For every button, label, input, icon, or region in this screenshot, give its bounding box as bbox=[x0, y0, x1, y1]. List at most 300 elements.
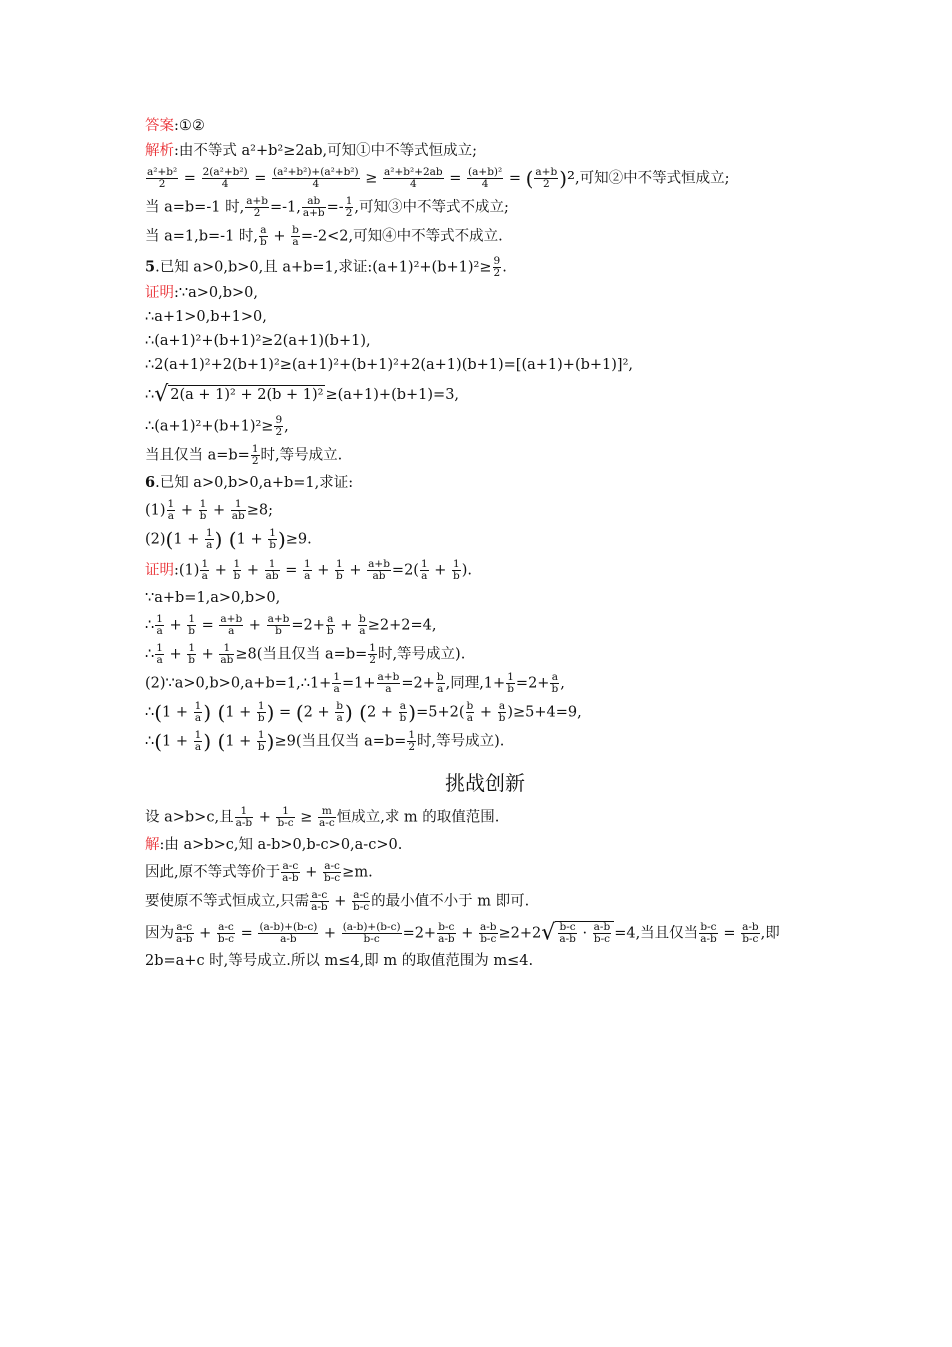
problem-number: 6 bbox=[145, 474, 156, 491]
proof-5-line-5 bbox=[145, 382, 825, 407]
operator: + bbox=[319, 925, 341, 942]
numerator: 1 bbox=[276, 806, 294, 818]
numerator: 1 bbox=[369, 642, 376, 654]
paren: ) bbox=[203, 729, 212, 754]
numerator: a-b bbox=[593, 921, 611, 933]
denominator: 2 bbox=[158, 178, 166, 190]
fraction bbox=[452, 559, 461, 582]
fraction bbox=[175, 922, 194, 945]
text: ≥2+2 bbox=[498, 925, 542, 942]
denominator: a bbox=[336, 712, 343, 724]
denominator: 4 bbox=[481, 178, 489, 190]
solution-line-4 bbox=[145, 921, 825, 945]
fraction bbox=[550, 672, 559, 695]
numerator: 1 bbox=[408, 729, 416, 741]
problem-number: 5 bbox=[145, 258, 156, 276]
paren: ( bbox=[154, 729, 163, 754]
denominator: b bbox=[233, 570, 241, 582]
proof-6-line-1 bbox=[145, 559, 825, 582]
solution-line-5: 2b=a+c 时,等号成立.所以 m≤4,即 m 的取值范围为 m≤4. bbox=[145, 953, 534, 969]
fraction bbox=[155, 614, 164, 637]
denominator: a bbox=[437, 683, 444, 695]
fraction bbox=[741, 922, 760, 945]
text: 1 + bbox=[162, 733, 193, 750]
fraction bbox=[383, 167, 444, 190]
fraction bbox=[268, 528, 277, 551]
numerator: 1 bbox=[231, 499, 246, 511]
text: :由 a>b>c,知 a-b>0,b-c>0,a-c>0. bbox=[159, 837, 403, 853]
fraction bbox=[335, 559, 344, 582]
operator: = bbox=[179, 170, 201, 187]
fraction bbox=[200, 559, 209, 582]
text: =5+2( bbox=[416, 704, 465, 721]
fraction bbox=[310, 890, 329, 913]
fraction bbox=[345, 196, 354, 219]
operator: + bbox=[210, 562, 232, 579]
numerator: a bbox=[399, 700, 407, 712]
denominator: a-b bbox=[559, 933, 576, 945]
fraction bbox=[199, 499, 208, 522]
fraction bbox=[187, 643, 196, 666]
document-page bbox=[145, 112, 825, 971]
denominator: 4 bbox=[312, 178, 320, 190]
fraction bbox=[194, 701, 203, 724]
analysis-line-2 bbox=[145, 167, 825, 190]
numerator: a+b bbox=[267, 613, 290, 625]
denominator: a-b bbox=[700, 933, 717, 945]
proof-5-line-1 bbox=[145, 283, 825, 303]
proof-5-line-3: ∴(a+1)²+(b+1)²≥2(a+1)(b+1), bbox=[145, 333, 371, 349]
fraction bbox=[257, 701, 266, 724]
text: 的最小值不小于 m 即可. bbox=[371, 893, 530, 910]
text: ≥9. bbox=[285, 531, 312, 548]
proof-5-line-7 bbox=[145, 444, 825, 467]
denominator: b-c bbox=[742, 933, 759, 945]
denominator: a bbox=[156, 654, 163, 666]
text: 当且仅当 a=b= bbox=[145, 447, 250, 464]
fraction bbox=[323, 861, 341, 884]
numerator: 9 bbox=[275, 414, 283, 426]
analysis-label: 解析 bbox=[145, 143, 174, 159]
text: ∴ bbox=[145, 704, 155, 721]
text: 1 + bbox=[225, 733, 256, 750]
denominator: 2 bbox=[493, 267, 501, 279]
fraction bbox=[699, 922, 718, 945]
fraction bbox=[302, 196, 326, 219]
denominator: b bbox=[453, 570, 460, 582]
text: =4,当且仅当 bbox=[614, 925, 699, 942]
numerator: a+b bbox=[377, 671, 400, 683]
operator: = bbox=[197, 617, 219, 634]
fraction bbox=[291, 225, 300, 248]
numerator: 1 bbox=[199, 498, 207, 510]
denominator: b-c bbox=[324, 872, 341, 884]
text: ∴(a+1)²+(b+1)²≥ bbox=[145, 418, 274, 435]
text: :∵a>0,b>0, bbox=[174, 285, 259, 301]
text: ≥(a+1)+(b+1)=3, bbox=[325, 387, 460, 403]
text: 1 + bbox=[225, 704, 256, 721]
denominator: a-c bbox=[319, 817, 335, 829]
numerator: 1 bbox=[233, 558, 241, 570]
numerator: a bbox=[327, 613, 334, 625]
denominator: b-c bbox=[363, 933, 380, 945]
fraction bbox=[437, 922, 456, 945]
problem-6-part-2 bbox=[145, 528, 825, 551]
paren: ) bbox=[203, 700, 212, 725]
text: 1 + bbox=[162, 704, 193, 721]
analysis-text-1: :由不等式 a²+b²≥2ab,可知①中不等式恒成立; bbox=[174, 143, 477, 159]
operator: + bbox=[242, 562, 264, 579]
denominator: b bbox=[551, 683, 559, 695]
denominator: 2 bbox=[253, 207, 261, 219]
fraction bbox=[245, 196, 269, 219]
text: 因此,原不等式等价于 bbox=[145, 864, 281, 881]
denominator: ab bbox=[372, 570, 386, 582]
proof-5-line-6 bbox=[145, 415, 825, 438]
denominator: b-c bbox=[593, 933, 611, 945]
fraction bbox=[274, 415, 283, 438]
denominator: a bbox=[194, 741, 202, 753]
text: ≥8(当且仅当 a=b= bbox=[235, 646, 368, 663]
numerator: b bbox=[336, 700, 343, 712]
numerator: b-c bbox=[559, 921, 576, 933]
numerator: 1 bbox=[167, 498, 175, 510]
fraction bbox=[318, 806, 336, 829]
numerator: b bbox=[358, 613, 366, 625]
denominator: a bbox=[167, 510, 175, 522]
denominator: a bbox=[466, 712, 474, 724]
operator: + bbox=[176, 502, 198, 519]
operator: + bbox=[312, 562, 335, 579]
operator: + bbox=[329, 893, 352, 910]
text: 时,等号成立). bbox=[377, 646, 466, 663]
paren: ( bbox=[165, 527, 174, 552]
problem-5-stem bbox=[145, 256, 825, 279]
denominator: a-b bbox=[311, 901, 328, 913]
answer-line bbox=[145, 116, 825, 136]
section-title: 挑战创新 bbox=[445, 771, 525, 795]
denominator: b bbox=[199, 510, 207, 522]
denominator: ab bbox=[231, 510, 245, 522]
paren: ( bbox=[211, 700, 226, 725]
solution-label: 解 bbox=[145, 837, 160, 853]
problem-6-stem bbox=[145, 473, 825, 493]
numerator: a bbox=[260, 224, 267, 236]
denominator: 2 bbox=[408, 741, 416, 753]
numerator: 1 bbox=[269, 527, 276, 539]
solution-line-2 bbox=[145, 861, 825, 884]
denominator: b bbox=[188, 625, 196, 637]
fraction bbox=[352, 890, 370, 913]
text: ≥m. bbox=[342, 864, 373, 881]
numerator: 1 bbox=[188, 642, 195, 654]
operator: + bbox=[197, 646, 219, 663]
denominator: b bbox=[269, 539, 276, 551]
text: 因为 bbox=[145, 925, 174, 942]
denominator: a-b bbox=[282, 872, 299, 884]
text: ). bbox=[461, 562, 473, 579]
text: =2+ bbox=[291, 617, 325, 634]
operator: = bbox=[504, 170, 526, 187]
numerator: 1 bbox=[251, 443, 259, 455]
numerator: b-c bbox=[438, 921, 455, 933]
numerator: (a-b)+(b-c) bbox=[342, 921, 401, 933]
denominator: b bbox=[275, 625, 282, 637]
fraction bbox=[219, 614, 243, 637]
text: =2( bbox=[391, 562, 419, 579]
denominator: b-c bbox=[277, 817, 294, 829]
solution-line-1 bbox=[145, 835, 825, 855]
numerator: a-b bbox=[480, 921, 497, 933]
text: 恒成立,求 m 的取值范围. bbox=[336, 809, 500, 826]
fraction bbox=[281, 861, 300, 884]
denominator: b bbox=[257, 712, 265, 724]
numerator: 2(a²+b²) bbox=[202, 166, 248, 178]
text: .已知 a>0,b>0,a+b=1,求证: bbox=[155, 475, 354, 491]
denominator: a-b bbox=[235, 817, 253, 829]
numerator: b-c bbox=[700, 921, 717, 933]
numerator: 1 bbox=[265, 559, 280, 571]
denominator: a bbox=[421, 570, 428, 582]
denominator: b bbox=[326, 625, 334, 637]
paren: ( bbox=[154, 700, 163, 725]
fraction bbox=[265, 559, 280, 582]
text: ∴ bbox=[145, 387, 155, 403]
text: =2+ bbox=[401, 675, 435, 692]
denominator: b-c bbox=[480, 933, 497, 945]
denominator: 2 bbox=[251, 455, 259, 467]
fraction bbox=[303, 559, 312, 582]
denominator: 2 bbox=[542, 178, 550, 190]
proof-label: 证明 bbox=[145, 285, 174, 301]
fraction bbox=[367, 559, 391, 582]
fraction bbox=[326, 614, 335, 637]
operator: = bbox=[718, 925, 741, 942]
numerator: a+b bbox=[220, 613, 243, 625]
paren: ( bbox=[295, 700, 304, 725]
denominator: a-b bbox=[438, 933, 455, 945]
text: =- bbox=[326, 199, 344, 216]
denominator: a-b bbox=[280, 933, 297, 945]
operator: + bbox=[194, 925, 216, 942]
paren: ) bbox=[408, 700, 417, 725]
fraction bbox=[335, 701, 344, 724]
fraction bbox=[146, 167, 178, 190]
fraction bbox=[167, 499, 176, 522]
fraction bbox=[377, 672, 401, 695]
numerator: a-c bbox=[324, 860, 340, 872]
numerator: a-c bbox=[282, 860, 299, 872]
text: ,即 bbox=[760, 925, 780, 942]
numerator: 1 bbox=[194, 700, 202, 712]
text: 2 + bbox=[366, 704, 398, 721]
numerator: m bbox=[318, 806, 336, 818]
text: ,可知②中不等式恒成立; bbox=[575, 170, 730, 187]
numerator: 1 bbox=[336, 558, 343, 570]
text: 时,等号成立). bbox=[417, 733, 505, 750]
text: ∴ bbox=[145, 646, 155, 663]
operator: + bbox=[475, 704, 497, 721]
operator: = bbox=[274, 704, 296, 721]
operator: + bbox=[268, 228, 291, 245]
text: 当 a=1,b=-1 时, bbox=[145, 228, 259, 245]
numerator: a²+b² bbox=[147, 166, 178, 178]
operator: + bbox=[244, 617, 266, 634]
text: , bbox=[284, 418, 289, 435]
denominator: b-c bbox=[217, 933, 235, 945]
proof-6-line-6 bbox=[145, 701, 825, 724]
proof-6-line-4 bbox=[145, 643, 825, 666]
fraction bbox=[506, 672, 515, 695]
text: =1+ bbox=[342, 675, 376, 692]
text: 1 + bbox=[236, 531, 268, 548]
fraction bbox=[259, 225, 268, 248]
fraction bbox=[202, 167, 249, 190]
numerator: 1 bbox=[219, 643, 234, 655]
denominator: b bbox=[507, 683, 514, 695]
denominator: a bbox=[304, 570, 311, 582]
denominator: 2 bbox=[369, 654, 376, 666]
numerator: a bbox=[498, 700, 506, 712]
fraction bbox=[420, 559, 429, 582]
fraction bbox=[235, 806, 254, 829]
denominator: 4 bbox=[221, 178, 229, 190]
fraction bbox=[358, 614, 367, 637]
numerator: a-c bbox=[353, 889, 369, 901]
operator: · bbox=[577, 925, 592, 942]
numerator: a-c bbox=[311, 889, 328, 901]
operator: ≥ bbox=[295, 809, 318, 826]
paren: ( bbox=[525, 166, 534, 191]
text: (2) bbox=[145, 531, 166, 548]
proof-label: 证明 bbox=[145, 562, 174, 579]
numerator: a+b bbox=[368, 558, 390, 570]
text: . bbox=[502, 259, 507, 276]
denominator: 2 bbox=[275, 426, 283, 438]
paren: ) bbox=[214, 527, 223, 552]
numerator: a bbox=[551, 671, 558, 683]
numerator: a+b bbox=[246, 195, 268, 207]
denominator: b bbox=[260, 236, 267, 248]
numerator: a-b bbox=[742, 921, 759, 933]
fraction bbox=[194, 730, 203, 753]
numerator: a²+b²+2ab bbox=[384, 166, 443, 178]
operator: ≥ bbox=[360, 170, 382, 187]
operator: + bbox=[164, 646, 187, 663]
paren: ) bbox=[266, 700, 275, 725]
text: ,同理,1+ bbox=[445, 675, 506, 692]
denominator: a-b bbox=[176, 933, 193, 945]
numerator: 1 bbox=[205, 527, 213, 539]
fraction bbox=[155, 643, 164, 666]
numerator: b bbox=[466, 700, 474, 712]
text: =-2<2,可知④中不等式不成立. bbox=[300, 228, 503, 245]
fraction bbox=[436, 672, 445, 695]
denominator: b bbox=[188, 654, 196, 666]
numerator: 1 bbox=[420, 558, 428, 570]
radical-sign: √ bbox=[154, 382, 169, 407]
challenge-stem bbox=[145, 806, 825, 829]
operator: = bbox=[444, 170, 467, 187]
text: .已知 a>0,b>0,且 a+b=1,求证:(a+1)²+(b+1)²≥ bbox=[155, 259, 492, 276]
fraction bbox=[217, 922, 235, 945]
denominator: b bbox=[498, 712, 506, 724]
text: =2+ bbox=[515, 675, 550, 692]
problem-6-part-1 bbox=[145, 499, 825, 522]
fraction bbox=[479, 922, 498, 945]
numerator: (a-b)+(b-c) bbox=[259, 921, 318, 933]
numerator: 1 bbox=[257, 700, 265, 712]
fraction bbox=[219, 643, 234, 666]
denominator: a bbox=[201, 570, 208, 582]
numerator: 1 bbox=[201, 558, 209, 570]
fraction bbox=[187, 614, 196, 637]
radical-sign: √ bbox=[541, 920, 556, 946]
text: ≥9(当且仅当 a=b= bbox=[274, 733, 407, 750]
denominator: b bbox=[399, 712, 407, 724]
fraction bbox=[205, 528, 214, 551]
denominator: a bbox=[156, 625, 163, 637]
text: ∴ bbox=[145, 733, 155, 750]
fraction bbox=[251, 444, 260, 467]
operator: + bbox=[456, 925, 478, 942]
denominator: a bbox=[292, 236, 299, 248]
solution-line-3 bbox=[145, 890, 825, 913]
operator: + bbox=[335, 617, 357, 634]
radicand bbox=[555, 921, 614, 945]
numerator: 1 bbox=[303, 558, 311, 570]
analysis-line-3 bbox=[145, 196, 825, 219]
numerator: b bbox=[436, 671, 444, 683]
analysis-line-1 bbox=[145, 141, 825, 161]
proof-5-line-2: ∴a+1>0,b+1>0, bbox=[145, 309, 267, 325]
text: 当 a=b=-1 时, bbox=[145, 199, 245, 216]
denominator: 4 bbox=[409, 178, 417, 190]
denominator: a+b bbox=[302, 207, 325, 219]
fraction bbox=[342, 922, 402, 945]
fraction bbox=[257, 730, 266, 753]
text: 1 + bbox=[173, 531, 204, 548]
proof-6-line-3 bbox=[145, 614, 825, 637]
text: ,可知③中不等式不成立; bbox=[354, 199, 509, 216]
fraction bbox=[498, 701, 507, 724]
fraction bbox=[233, 559, 242, 582]
numerator: 1 bbox=[507, 671, 514, 683]
radicand: 2(a + 1)² + 2(b + 1)² bbox=[170, 387, 324, 403]
numerator: a-c bbox=[218, 921, 234, 933]
proof-6-line-5 bbox=[145, 672, 825, 695]
paren: ) bbox=[266, 729, 275, 754]
fraction bbox=[231, 499, 246, 522]
fraction bbox=[272, 167, 360, 190]
denominator: a bbox=[385, 683, 392, 695]
fraction bbox=[368, 643, 377, 666]
fraction bbox=[332, 672, 341, 695]
operator: = bbox=[249, 170, 272, 187]
paren: ( bbox=[211, 729, 226, 754]
text: ∴ bbox=[145, 617, 155, 634]
text: 2 + bbox=[303, 704, 335, 721]
fraction bbox=[267, 614, 291, 637]
answer-label: 答案 bbox=[145, 118, 174, 134]
fraction bbox=[258, 922, 318, 945]
numerator: 1 bbox=[194, 729, 202, 741]
fraction bbox=[593, 922, 612, 945]
operator: = bbox=[280, 562, 302, 579]
denominator: ab bbox=[220, 654, 234, 666]
fraction bbox=[466, 701, 475, 724]
numerator: 1 bbox=[156, 613, 163, 625]
